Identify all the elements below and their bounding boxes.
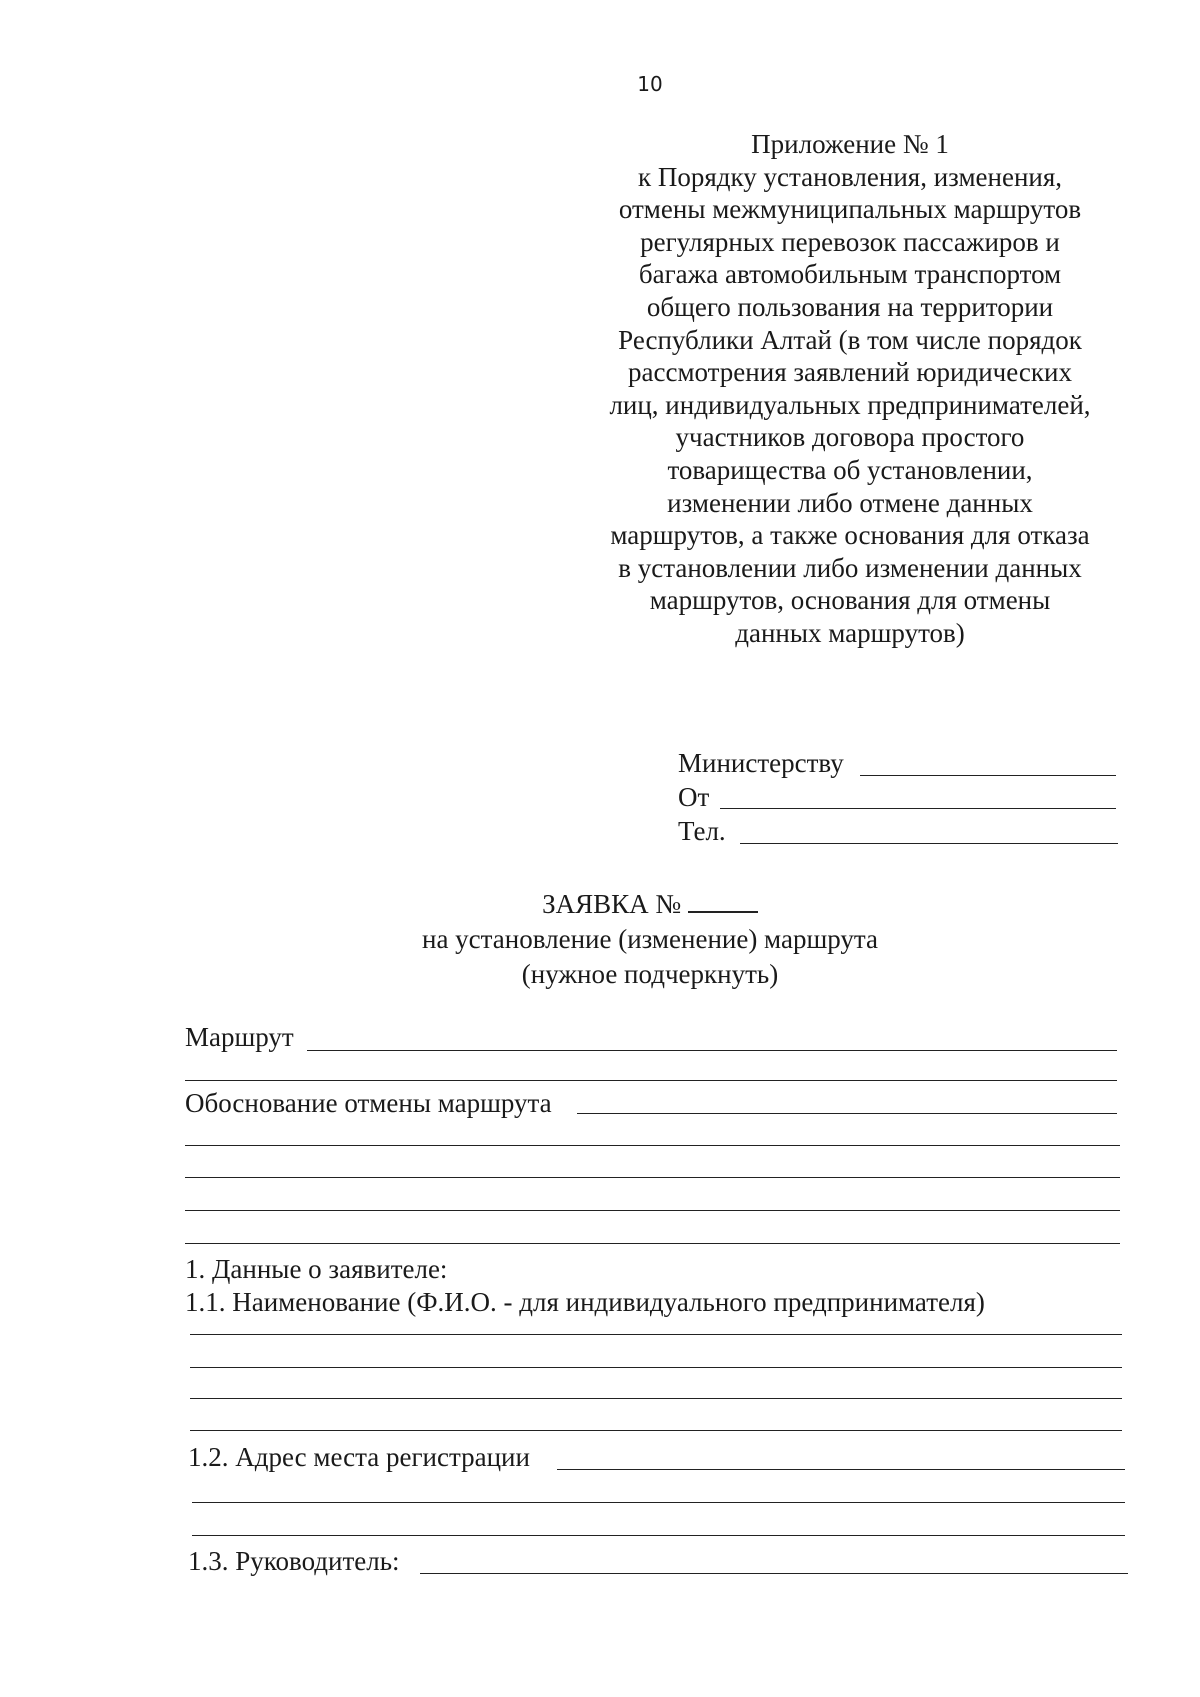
cancel-reason-line[interactable] [185,1145,1120,1146]
name-label: 1.1. Наименование (Ф.И.О. - для индивидуального предпринимателя) [185,1287,985,1317]
cancel-reason-label: Обоснование отмены маршрута [185,1088,552,1118]
application-heading: ЗАЯВКА № [542,889,682,919]
applicant-header: 1. Данные о заявителе: [185,1254,448,1284]
from-field[interactable] [720,808,1116,809]
appendix-line: регулярных перевозок пассажиров и [640,226,1060,257]
appendix-line: общего пользования на территории [646,291,1054,322]
head-field[interactable] [420,1573,1128,1574]
route-field-line[interactable] [185,1080,1117,1081]
appendix-line: отмены межмуниципальных маршрутов [618,194,1082,225]
application-subtitle: на установление (изменение) маршрута [422,924,878,954]
appendix-line: маршрутов, основания для отмены [649,585,1051,616]
page-number: 10 [637,72,663,96]
appendix-header [600,128,1100,650]
name-field-line[interactable] [190,1430,1122,1431]
name-field-line[interactable] [190,1367,1122,1368]
appendix-line: багажа автомобильным транспортом [638,259,1062,290]
appendix-line: участников договора простого [675,422,1025,453]
appendix-line: Приложение № 1 [751,129,949,159]
appendix-line: к Порядку установления, изменения, [637,161,1063,192]
appendix-line: маршрутов, а также основания для отказа [610,520,1090,551]
appendix-line: изменении либо отмене данных [667,487,1033,518]
cancel-reason-line[interactable] [185,1177,1120,1178]
appendix-line: данных маршрутов) [735,617,965,648]
appendix-line: в установлении либо изменении данных [618,552,1082,583]
cancel-reason-line[interactable] [185,1210,1120,1211]
appendix-line: рассмотрения заявлений юридических [628,357,1072,388]
appendix-line: лиц, индивидуальных предпринимателей, [609,389,1091,420]
application-note: (нужное подчеркнуть) [521,959,779,989]
address-label: 1.2. Адрес места регистрации [188,1442,530,1472]
address-field-line[interactable] [192,1502,1125,1503]
appendix-line: Республики Алтай (в том числе порядок [618,324,1082,355]
name-field-line[interactable] [190,1334,1122,1335]
name-field-line[interactable] [190,1398,1122,1399]
application-number-field[interactable] [688,891,758,913]
ministry-label: Министерству [678,748,844,778]
appendix-line: товарищества об установлении, [667,454,1033,485]
route-label: Маршрут [185,1022,294,1052]
from-label: От [678,782,710,812]
address-field[interactable] [557,1469,1125,1470]
phone-field[interactable] [740,843,1118,844]
route-field[interactable] [307,1050,1117,1051]
application-title [300,887,1000,921]
head-label: 1.3. Руководитель: [188,1546,400,1576]
address-field-line[interactable] [192,1535,1125,1536]
cancel-reason-line[interactable] [185,1243,1120,1244]
cancel-reason-field[interactable] [577,1113,1117,1114]
phone-label: Тел. [678,816,726,846]
ministry-field[interactable] [860,775,1116,776]
